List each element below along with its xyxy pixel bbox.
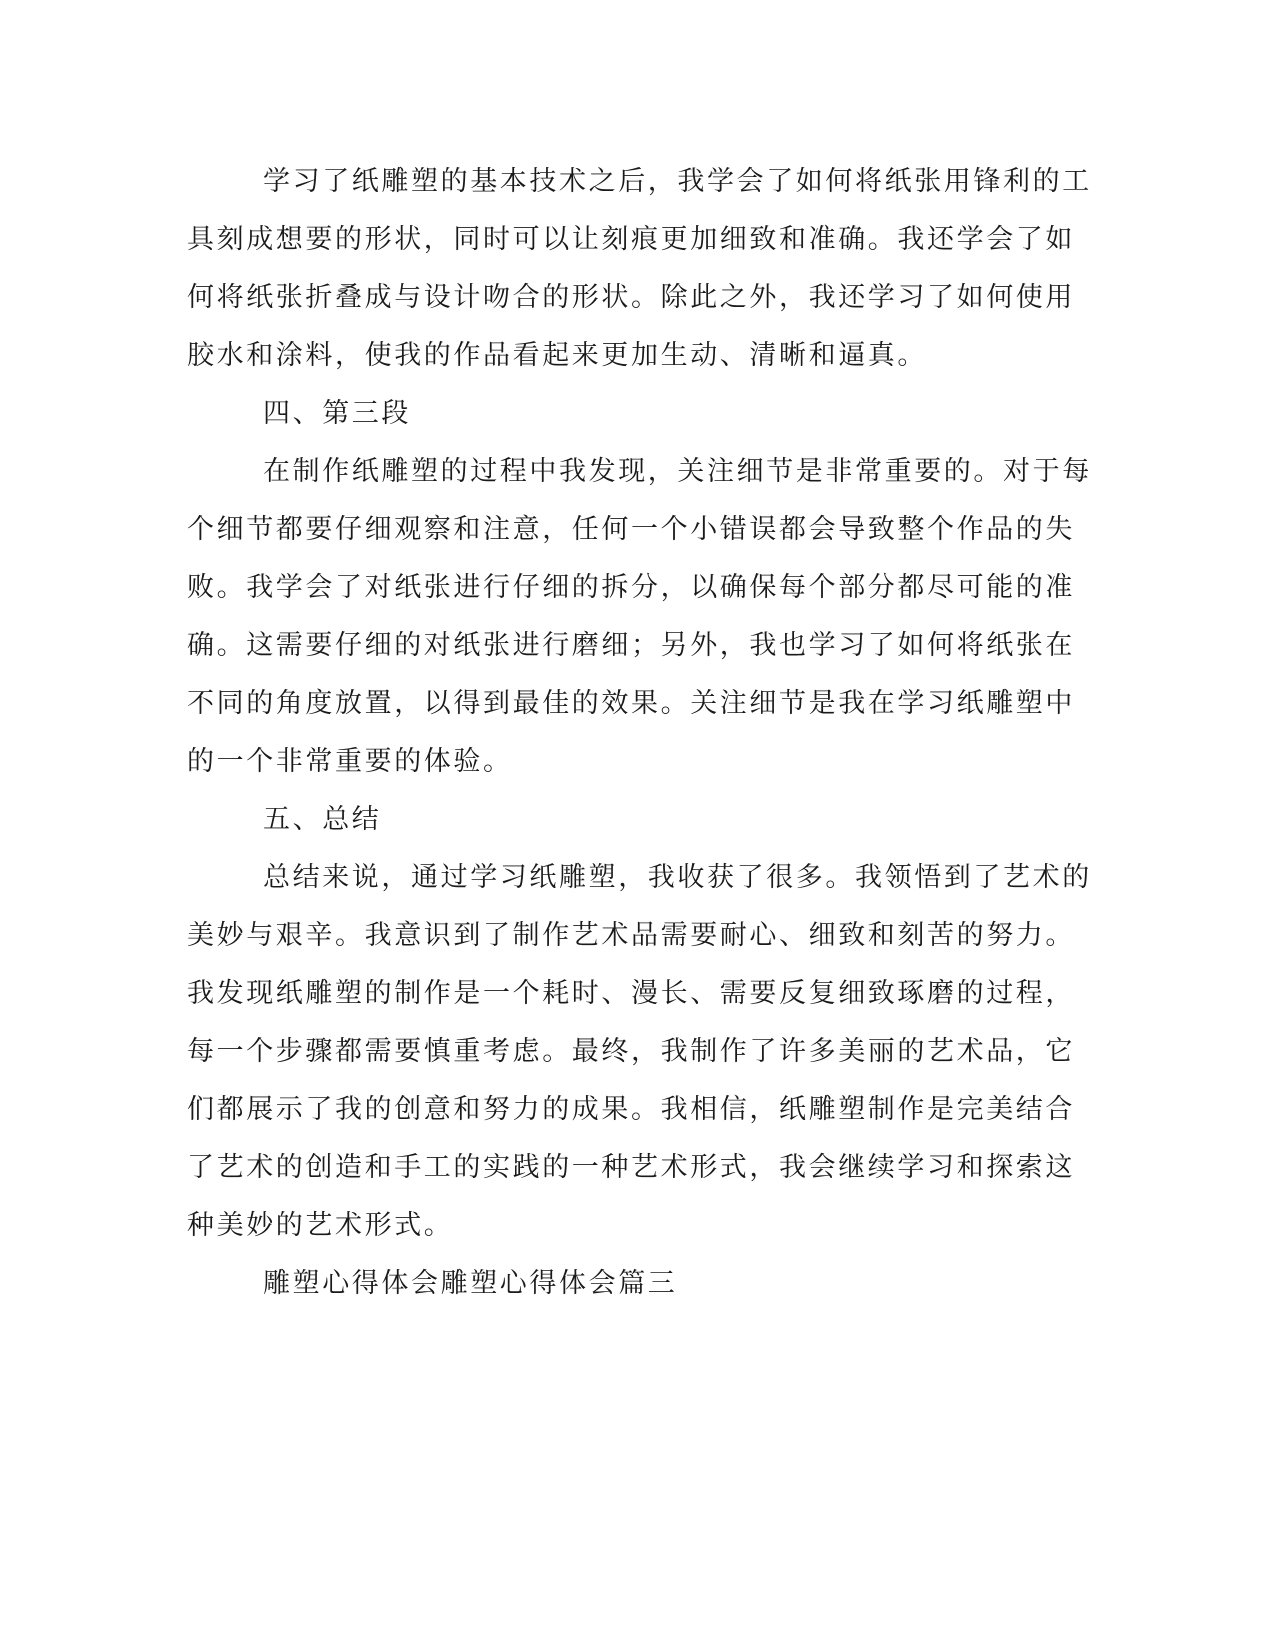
- paragraph-line: 我发现纸雕塑的制作是一个耗时、漫长、需要反复细致琢磨的过程，: [187, 978, 1075, 1009]
- paragraph-line: 败。我学会了对纸张进行仔细的拆分，以确保每个部分都尽可能的准: [187, 572, 1075, 603]
- paragraph-line: 了艺术的创造和手工的实践的一种艺术形式，我会继续学习和探索这: [187, 1152, 1075, 1183]
- paragraph-line: 种美妙的艺术形式。: [187, 1210, 454, 1241]
- paragraph-line: 何将纸张折叠成与设计吻合的形状。除此之外，我还学习了如何使用: [187, 282, 1075, 313]
- paragraph-line: 不同的角度放置，以得到最佳的效果。关注细节是我在学习纸雕塑中: [187, 688, 1075, 719]
- paragraph-line: 学习了纸雕塑的基本技术之后，我学会了如何将纸张用锋利的工: [263, 166, 1092, 197]
- section-heading: 四、第三段: [263, 398, 411, 429]
- paragraph-line: 确。这需要仔细的对纸张进行磨细；另外，我也学习了如何将纸张在: [187, 630, 1075, 661]
- paragraph-line: 在制作纸雕塑的过程中我发现，关注细节是非常重要的。对于每: [263, 456, 1092, 487]
- section-heading: 雕塑心得体会雕塑心得体会篇三: [263, 1268, 678, 1299]
- paragraph-line: 们都展示了我的创意和努力的成果。我相信，纸雕塑制作是完美结合: [187, 1094, 1075, 1125]
- paragraph-line: 的一个非常重要的体验。: [187, 746, 513, 777]
- paragraph-line: 总结来说，通过学习纸雕塑，我收获了很多。我领悟到了艺术的: [263, 862, 1092, 893]
- paragraph-line: 美妙与艰辛。我意识到了制作艺术品需要耐心、细致和刻苦的努力。: [187, 920, 1075, 951]
- paragraph-line: 胶水和涂料，使我的作品看起来更加生动、清晰和逼真。: [187, 340, 927, 371]
- paragraph-line: 具刻成想要的形状，同时可以让刻痕更加细致和准确。我还学会了如: [187, 224, 1075, 255]
- paragraph-line: 个细节都要仔细观察和注意，任何一个小错误都会导致整个作品的失: [187, 514, 1075, 545]
- paragraph-line: 每一个步骤都需要慎重考虑。最终，我制作了许多美丽的艺术品，它: [187, 1036, 1075, 1067]
- section-heading: 五、总结: [263, 804, 382, 835]
